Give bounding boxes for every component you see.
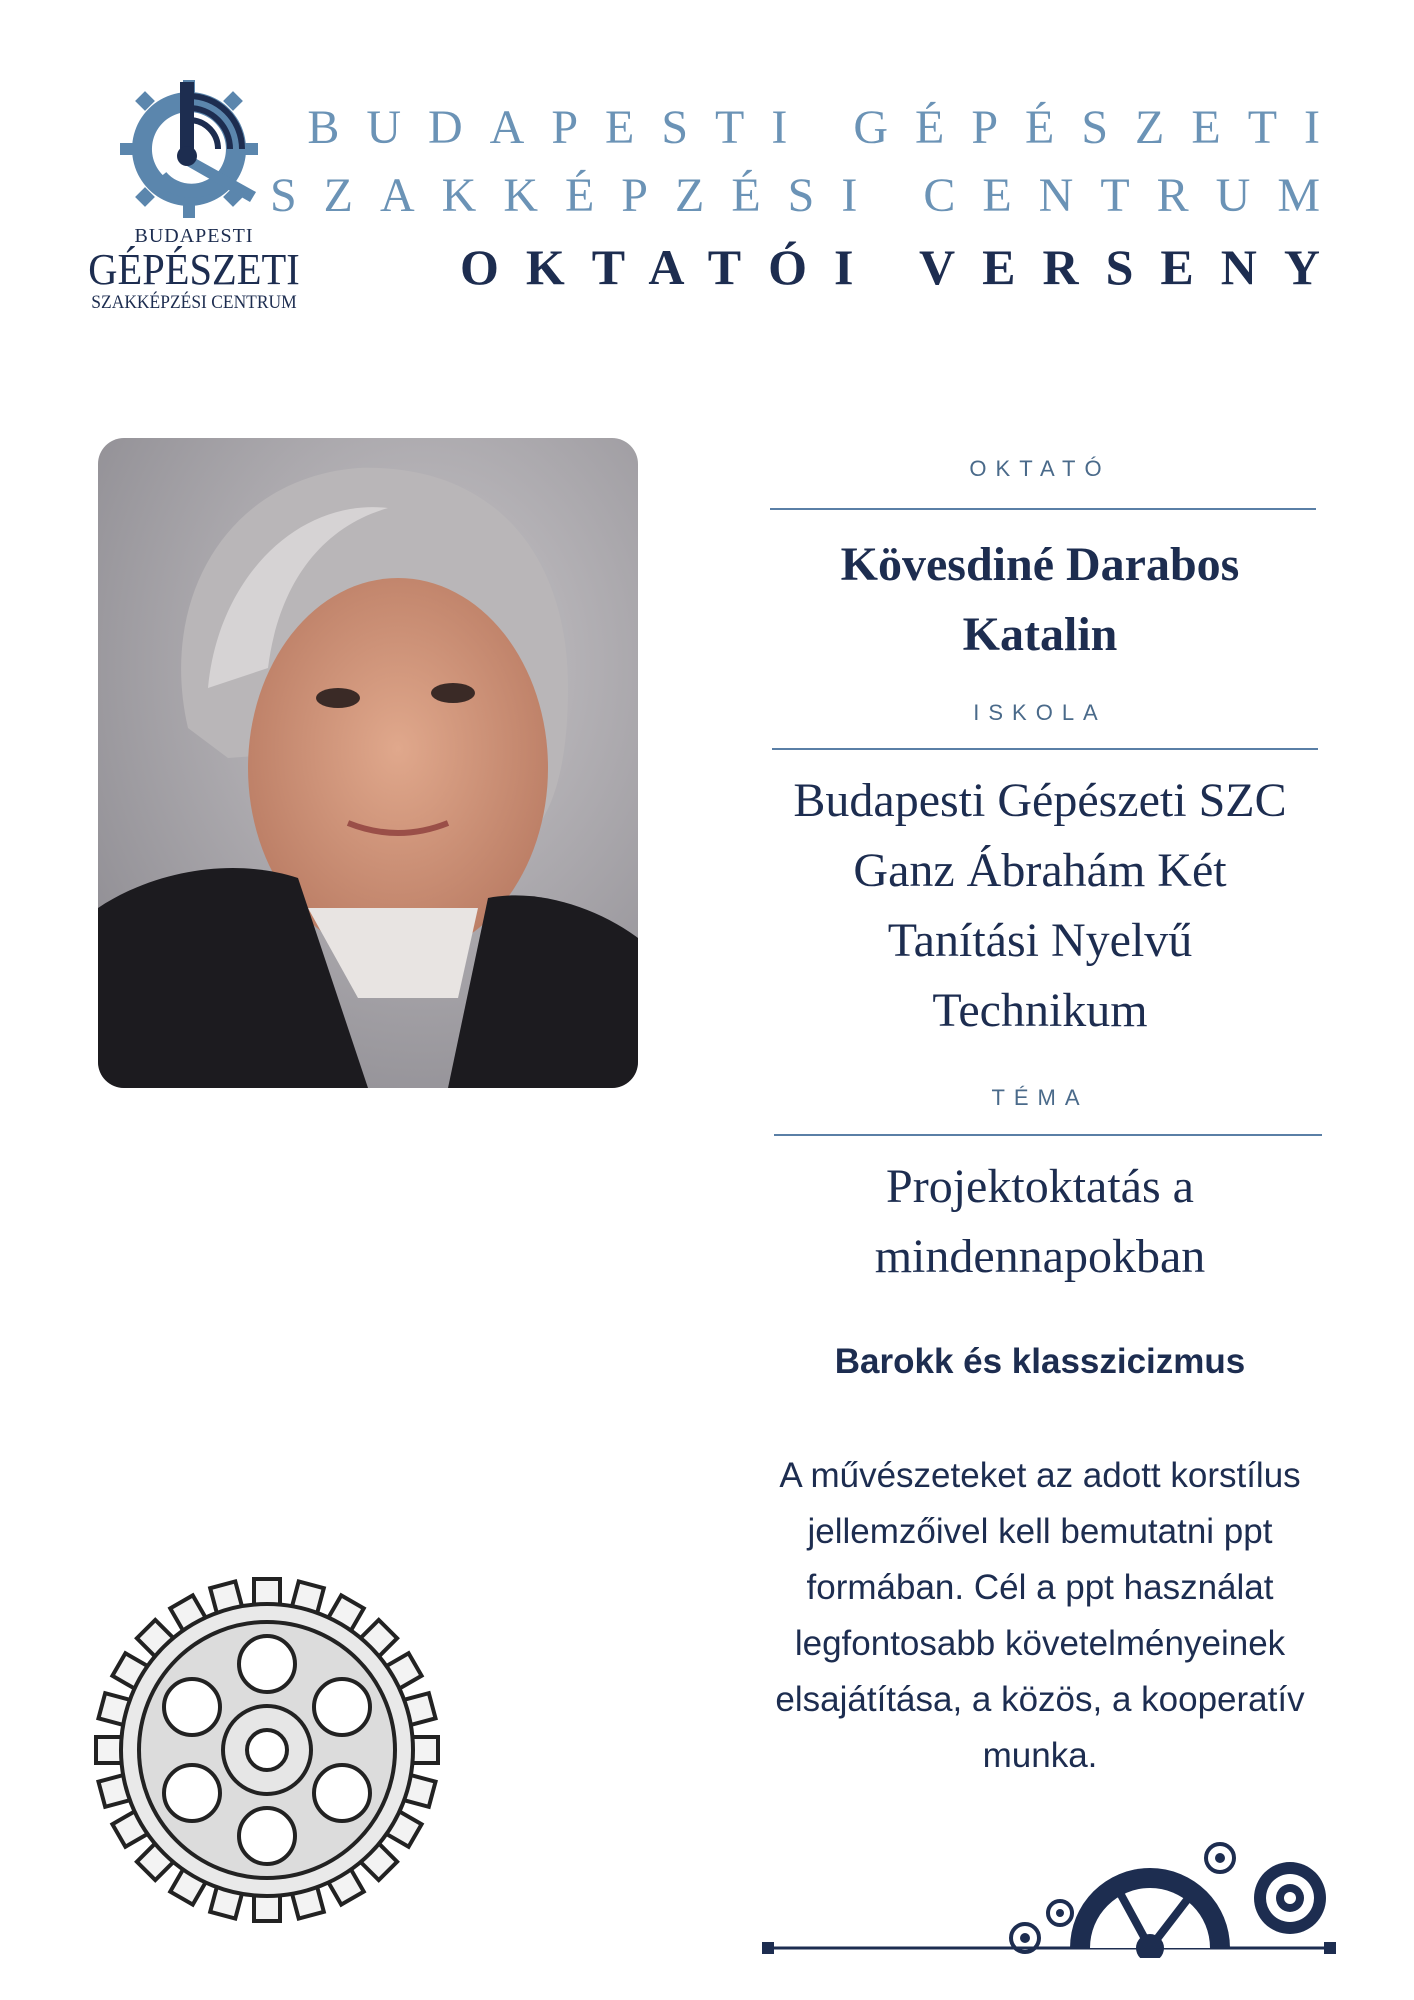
description-line-4: legfontosabb követelményeinek bbox=[794, 1624, 1286, 1663]
divider bbox=[770, 508, 1316, 510]
school-line-2: Ganz Ábrahám Két bbox=[853, 844, 1227, 897]
header-line-1: BUDAPESTI GÉPÉSZETI bbox=[307, 101, 1347, 154]
school-line-4: Technikum bbox=[932, 984, 1148, 1037]
topic-label: TÉMA bbox=[991, 1085, 1089, 1110]
school-name bbox=[720, 766, 1360, 1046]
instructor-label: OKTATÓ bbox=[969, 456, 1111, 481]
project-description bbox=[720, 1448, 1360, 1784]
topic-title bbox=[720, 1152, 1360, 1292]
description-line-1: A művészeteket az adott korstílus bbox=[779, 1456, 1301, 1495]
topic-line-1: Projektoktatás a bbox=[886, 1160, 1194, 1213]
gear-icon bbox=[92, 1575, 442, 1925]
logo-line-2: GÉPÉSZETI bbox=[88, 245, 300, 294]
description-line-3: formában. Cél a ppt használat bbox=[806, 1568, 1274, 1607]
instructor-name-line-2: Katalin bbox=[962, 608, 1118, 661]
logo-line-1: BUDAPESTI bbox=[134, 225, 254, 247]
divider bbox=[774, 1134, 1322, 1136]
description-line-5: elsajátítása, a közös, a kooperatív bbox=[775, 1680, 1305, 1719]
gear-clock-logo-icon bbox=[114, 74, 264, 224]
school-label: ISKOLA bbox=[973, 700, 1107, 725]
logo-line-3: SZAKKÉPZÉSI CENTRUM bbox=[91, 292, 297, 313]
divider bbox=[772, 748, 1318, 750]
instructor-name-line-1: Kövesdiné Darabos bbox=[840, 538, 1240, 591]
school-line-1: Budapesti Gépészeti SZC bbox=[793, 774, 1287, 827]
header-line-2: SZAKKÉPZÉSI CENTRUM bbox=[269, 169, 1347, 222]
instructor-name bbox=[720, 530, 1360, 670]
description-line-2: jellemzőivel kell bemutatni ppt bbox=[807, 1512, 1273, 1551]
project-subtitle: Barokk és klasszicizmus bbox=[834, 1342, 1246, 1381]
description-line-6: munka. bbox=[982, 1736, 1098, 1775]
school-line-3: Tanítási Nyelvű bbox=[887, 914, 1193, 967]
gears-decoration-icon bbox=[760, 1838, 1340, 1958]
header-title: OKTATÓI VERSENY bbox=[459, 239, 1347, 295]
topic-line-2: mindennapokban bbox=[874, 1230, 1206, 1283]
instructor-photo bbox=[98, 438, 638, 1088]
